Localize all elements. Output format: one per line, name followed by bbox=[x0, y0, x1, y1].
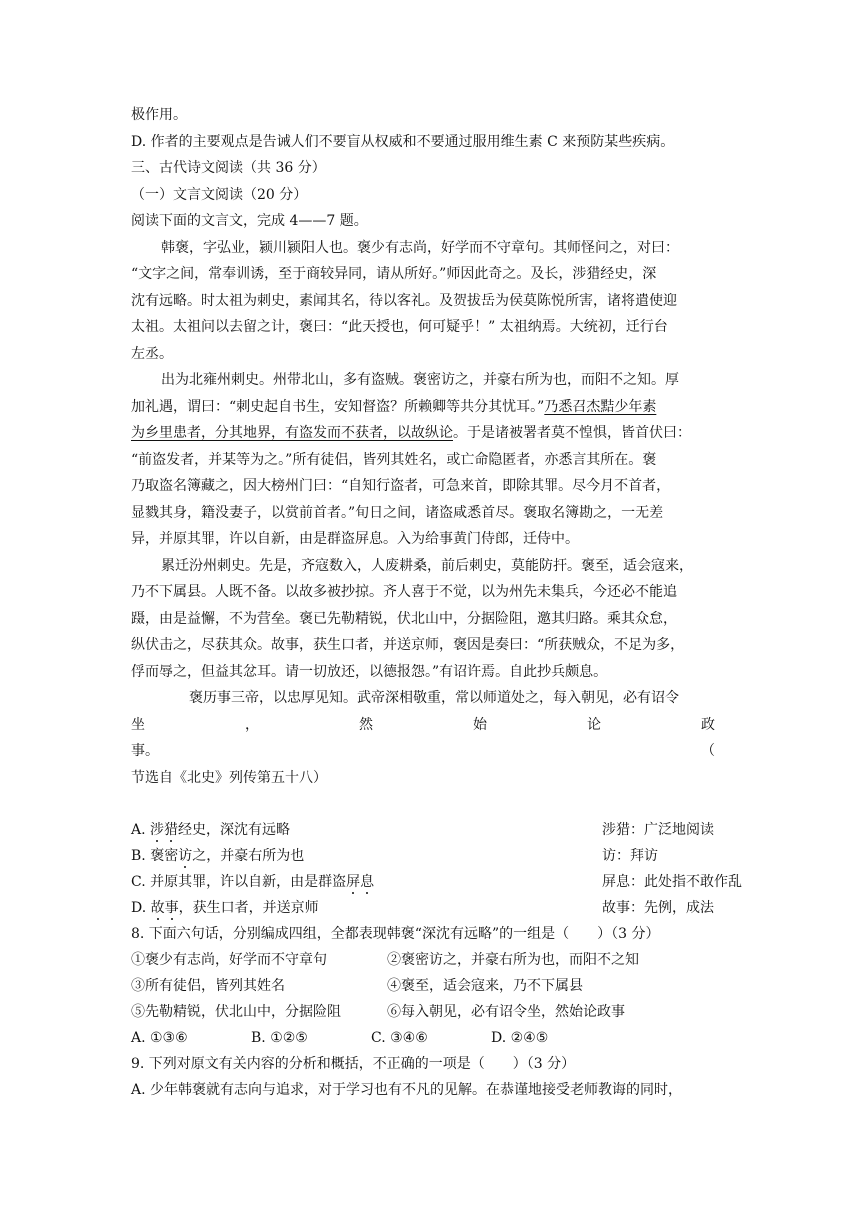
passage-line bbox=[131, 398, 715, 416]
passage-line: 乃不下属县。人既不备。以故多被抄掠。齐人喜于不觉，以为州先未集兵，今还必不能追 bbox=[131, 584, 677, 600]
passage-line-spread bbox=[131, 716, 715, 734]
q8-item: ⑥每入朝见，必有诏令坐，然始论政事 bbox=[387, 1004, 625, 1020]
option-d-q3: D. 作者的主要观点是告诫人们不要盲从权威和不要通过服用维生素 C 来预防某些疾病。 bbox=[131, 134, 675, 150]
spread-char: 坐 bbox=[131, 717, 145, 733]
passage-line: “文字之间，常奉训诱，至于商较异同，请从所好。”师因此奇之。及长，涉猎经史，深 bbox=[131, 266, 657, 282]
q8-choice-d: D. ②④⑤ bbox=[491, 1030, 549, 1046]
passage-line: 纵伏击之，尽获其众。故事，获生口者，并送京师，褒因是奏曰：“所获贼众，不足为多， bbox=[131, 637, 685, 653]
section-heading: 三、古代诗文阅读（共 36 分） bbox=[131, 160, 326, 176]
q8-item: ⑤先勒精锐，伏北山中，分据险阻 bbox=[131, 1004, 341, 1020]
passage-line: 韩褒，字弘业，颍川颍阳人也。褒少有志尚，好学而不守章句。其师怪问之，对曰： bbox=[161, 240, 679, 256]
q7-option-b: B. 褒密访之，并豪右所为也 访：拜访 bbox=[131, 848, 658, 864]
q8-choices bbox=[131, 1029, 715, 1047]
passage-line: 左丞。 bbox=[131, 346, 173, 362]
q7-gloss-d: 故事：先例，成法 bbox=[602, 900, 714, 916]
q8-item: ③所有徒侣，皆列其姓名 bbox=[131, 978, 285, 994]
passage-line: “前盗发者，并某等为之。”所有徒侣，皆列其姓名，或亡命隐匿者，亦悉言其所在。褒 bbox=[131, 452, 657, 468]
q7-option-d: D. 故事，获生口者，并送京师 故事：先例，成法 bbox=[131, 900, 714, 916]
passage-line: 异，并原其罪，许以自新，由是群盗屏息。入为给事黄门侍郎，迁侍中。 bbox=[131, 531, 579, 547]
q8-stem: 8. 下面六句话，分别编成四组，全都表现韩褒“深沈有远略”的一组是（ ）（3 分） bbox=[131, 926, 660, 942]
passage-line: 褒历事三帝，以忠厚见知。武帝深相敬重，常以师道处之，每入朝见，必有诏令 bbox=[189, 690, 679, 706]
q8-item: ④褒至，适会寇来，乃不下属县 bbox=[387, 978, 583, 994]
source-citation: 节选自《北史》列传第五十八） bbox=[131, 770, 327, 786]
q8-items-row bbox=[131, 1003, 715, 1021]
q8-item: ②褒密访之，并豪右所为也，而阳不之知 bbox=[387, 952, 639, 968]
q8-items-row bbox=[131, 951, 715, 969]
passage-line: 沈有远略。时太祖为刺史，素闻其名，待以客礼。及贺拔岳为侯莫陈悦所害，诸将遣使迎 bbox=[131, 293, 677, 309]
passage-line: 乃取盗名簿藏之，因大榜州门曰：“自知行盗者，可急来首，即除其罪。尽今月不首者， bbox=[131, 478, 671, 494]
spread-char: 论 bbox=[587, 717, 601, 733]
text-line: 极作用。 bbox=[131, 107, 187, 123]
passage-line: 出为北雍州刺史。州带北山，多有盗贼。褒密访之，并豪右所为也，而阳不之知。厚 bbox=[161, 372, 679, 388]
q7-gloss-a: 涉猎：广泛地阅读 bbox=[602, 822, 714, 838]
passage-line bbox=[131, 424, 715, 442]
passage-line: 蹑，由是益懈，不为营垒。褒已先勒精锐，伏北山中，分据险阻，邀其归路。乘其众怠， bbox=[131, 611, 677, 627]
q9-stem: 9. 下列对原文有关内容的分析和概括，不正确的一项是（ ）（3 分） bbox=[131, 1056, 576, 1072]
passage-line: 俘而辱之，但益其忿耳。请一切放还，以德报怨。”有诏许焉。自此抄兵颇息。 bbox=[131, 664, 608, 680]
q8-choice-c: C. ③④⑥ bbox=[371, 1030, 428, 1046]
q9-option-a: A. 少年韩褒就有志向与追求，对于学习也有不凡的见解。在恭谨地接受老师教诲的同时， bbox=[131, 1082, 683, 1098]
passage-line: 太祖。太祖问以去留之计，褒曰：“此天授也，何可疑乎！” 太祖纳焉。大统初，迁行台 bbox=[131, 319, 668, 335]
instruction: 阅读下面的文言文，完成 4——7 题。 bbox=[131, 213, 368, 229]
passage-text: 。于是诸被署者莫不惶惧，皆首伏曰： bbox=[453, 425, 691, 441]
passage-text: 加礼遇，谓曰：“刺史起自书生，安知督盗？所赖卿等共分其忧耳。” bbox=[131, 399, 545, 415]
spread-char: ， bbox=[245, 717, 259, 733]
q7-gloss-c: 屏息：此处指不敢作乱 bbox=[602, 874, 742, 890]
q8-choice-b: B. ①②⑤ bbox=[251, 1030, 308, 1046]
underlined-sentence: 乃悉召杰黠少年素 bbox=[544, 399, 657, 415]
underlined-sentence: 为乡里患者，分其地界，有盗发而不获者，以故纵论 bbox=[131, 425, 453, 441]
q8-items-row bbox=[131, 977, 715, 995]
spread-char: 然 bbox=[359, 717, 373, 733]
q7-option-c: C. 并原其罪，许以自新，由是群盗屏息 屏息：此处指不敢作乱 bbox=[131, 874, 742, 890]
passage-line: 累迁汾州刺史。先是，齐寇数入，人废耕桑，前后刺史，莫能防扞。褒至，适会寇来， bbox=[161, 558, 693, 574]
q7-gloss-b: 访：拜访 bbox=[602, 848, 658, 864]
q8-item: ①褒少有志尚，好学而不守章句 bbox=[131, 952, 327, 968]
passage-line-spread bbox=[131, 742, 715, 760]
q7-option-a: A. 涉猎经史，深沈有远略 涉猎：广泛地阅读 bbox=[131, 822, 714, 838]
subsection-heading: （一）文言文阅读（20 分） bbox=[131, 187, 308, 203]
passage-line: 显戮其身，籍没妻子，以赏前首者。”旬日之间，诸盗咸悉首尽。褒取名簿勘之，一无差 bbox=[131, 505, 664, 521]
q8-choice-a: A. ①③⑥ bbox=[131, 1030, 188, 1046]
spread-char: 始 bbox=[473, 717, 487, 733]
spread-char: 政 bbox=[701, 717, 715, 733]
source-open-paren: （ bbox=[701, 743, 715, 759]
passage-text: 事。 bbox=[131, 743, 159, 759]
